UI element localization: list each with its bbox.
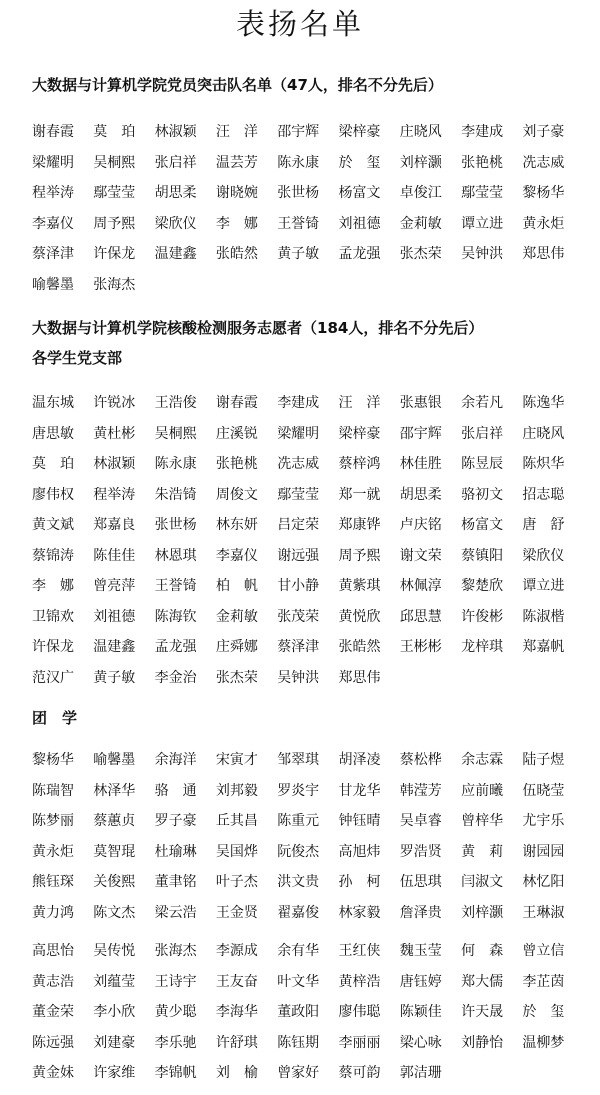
honoree-name: 陈钰期	[277, 1034, 320, 1051]
honoree-name: 刘 榆	[215, 1065, 258, 1081]
group-label-party-branches: 各学生党支部	[32, 349, 123, 367]
honoree-name: 郑思伟	[338, 669, 381, 686]
name-row	[32, 270, 592, 301]
honoree-name: 钟钰晴	[338, 813, 381, 829]
honoree-name: 许保龙	[93, 246, 136, 262]
honoree-name: 熊钰琛	[32, 874, 74, 890]
honoree-name: 吴桐熙	[154, 425, 197, 442]
honoree-name: 林佩淳	[399, 578, 442, 594]
honoree-name: 李锦帆	[154, 1065, 197, 1081]
honoree-name: 张艳桃	[461, 154, 504, 171]
honoree-name: 张惠银	[399, 395, 442, 411]
honoree-name: 陆子煜	[522, 752, 565, 768]
honoree-name: 许天晟	[461, 1004, 504, 1020]
honoree-name: 陈远强	[32, 1034, 74, 1051]
honoree-name: 刘祖德	[338, 215, 381, 232]
name-row	[32, 776, 592, 807]
honoree-name: 董金荣	[32, 1004, 74, 1020]
honoree-name: 冼志威	[522, 154, 565, 171]
honoree-name: 刘梓灏	[461, 904, 504, 921]
honoree-name: 张世杨	[154, 517, 197, 533]
name-row	[32, 209, 592, 240]
honoree-name: 陈炽华	[522, 456, 565, 472]
name-row	[32, 745, 592, 776]
honoree-name: 李丽丽	[338, 1034, 381, 1051]
honoree-name: 吕定荣	[277, 517, 320, 533]
honoree-name: 邱思慧	[399, 608, 442, 625]
honoree-name: 吴国烨	[215, 843, 258, 860]
honoree-name: 梁梓豪	[338, 425, 381, 442]
honoree-name: 於 玺	[522, 1004, 565, 1020]
honoree-name: 卢庆铭	[399, 517, 442, 533]
honoree-name: 陈文杰	[93, 904, 136, 921]
honoree-name: 王誉锜	[154, 578, 197, 594]
honoree-name: 黄梓浩	[338, 973, 381, 990]
honoree-name: 温芸芳	[215, 154, 258, 171]
honoree-name: 谢春霞	[215, 395, 258, 411]
honoree-name: 吴卓睿	[399, 813, 442, 829]
honoree-name: 王诗宇	[154, 973, 197, 990]
honoree-name: 黄悦欣	[338, 608, 381, 625]
honoree-name: 李嘉仪	[32, 215, 74, 232]
honoree-name: 林恩琪	[154, 547, 197, 564]
name-row	[32, 837, 592, 868]
honoree-name: 朱浩锜	[154, 486, 197, 503]
name-row	[32, 148, 592, 179]
honoree-name: 胡泽凌	[338, 752, 381, 768]
honoree-name: 陈逸华	[522, 395, 565, 411]
honoree-name: 唐思敏	[32, 425, 74, 442]
honoree-name: 唐 舒	[522, 517, 565, 533]
name-row	[32, 571, 592, 602]
honoree-name: 刘邦毅	[215, 782, 258, 799]
honoree-name: 叶文华	[277, 973, 320, 990]
honoree-name: 王红侠	[338, 943, 381, 959]
honoree-name: 黄永炬	[522, 215, 565, 232]
honoree-name: 王誉锜	[277, 215, 320, 232]
honoree-name: 蔡泽津	[32, 246, 74, 262]
honoree-name: 郑大儒	[461, 973, 504, 990]
honoree-name: 张杰荣	[215, 669, 258, 686]
honoree-name: 许保龙	[32, 639, 74, 655]
honoree-name: 陈海钦	[154, 608, 197, 625]
honoree-name: 梁梓豪	[338, 124, 381, 140]
honoree-name: 罗浩贤	[399, 843, 442, 860]
honoree-name: 张茂荣	[277, 608, 320, 625]
honoree-name: 鄢莹莹	[277, 486, 320, 503]
honoree-name: 蔡松桦	[399, 752, 442, 768]
honoree-name: 许俊彬	[461, 608, 504, 625]
name-row	[32, 602, 592, 633]
honoree-name: 张皓然	[215, 246, 258, 262]
honoree-name: 谭立进	[461, 215, 504, 232]
honoree-name: 柏 帆	[215, 578, 258, 594]
honoree-name: 曾梓华	[461, 813, 504, 829]
honoree-name: 黎杨华	[522, 185, 565, 201]
name-row	[32, 898, 592, 929]
honoree-name: 廖伟聪	[338, 1004, 381, 1020]
name-row	[32, 1058, 592, 1089]
honoree-name: 黄杜彬	[93, 425, 136, 442]
honoree-name: 莫智琨	[93, 843, 136, 860]
honoree-name: 蔡泽津	[277, 639, 320, 655]
honoree-name: 黄子敏	[93, 669, 136, 686]
honoree-name: 曾立信	[522, 943, 565, 959]
honoree-name: 邵宇辉	[399, 425, 442, 442]
honoree-name: 刘祖德	[93, 608, 136, 625]
honoree-name: 尤宇乐	[522, 813, 565, 829]
honoree-name: 张皓然	[338, 639, 381, 655]
honoree-name: 汪 洋	[215, 124, 258, 140]
honoree-name: 许锐冰	[93, 395, 136, 411]
honoree-name: 李源成	[215, 943, 258, 959]
honoree-name: 翟嘉俊	[277, 904, 320, 921]
honoree-name: 韩滢芳	[399, 782, 442, 799]
honoree-name: 林东妍	[215, 517, 258, 533]
honoree-name: 陈重元	[277, 813, 320, 829]
name-row	[32, 117, 592, 148]
honoree-name: 李小欣	[93, 1004, 136, 1020]
honoree-name: 曾亮萍	[93, 578, 136, 594]
honoree-name: 黄 莉	[461, 843, 504, 860]
honoree-name: 蔡锦涛	[32, 547, 74, 564]
honoree-name: 杜瑜琳	[154, 843, 197, 860]
honoree-name: 唐钰婷	[399, 973, 442, 990]
honoree-name: 庄溪锐	[215, 425, 258, 442]
name-row	[32, 388, 592, 419]
honoree-name: 陈佳佳	[93, 547, 136, 564]
honoree-name: 甘龙华	[338, 782, 381, 799]
honoree-name: 黎杨华	[32, 752, 74, 768]
name-row	[32, 997, 592, 1028]
honoree-name: 蔡梓鸿	[338, 456, 381, 472]
honoree-name: 应前曦	[461, 782, 504, 799]
name-row	[32, 936, 592, 967]
honoree-name: 高思怡	[32, 943, 74, 959]
honoree-name: 蔡蕙贞	[93, 813, 136, 829]
honoree-name: 黎楚欣	[461, 578, 504, 594]
honoree-name: 张海杰	[93, 276, 136, 293]
honoree-name: 许舒琪	[215, 1034, 258, 1051]
honoree-name: 曾家好	[277, 1065, 320, 1081]
honoree-name: 陈梦丽	[32, 813, 74, 829]
honoree-name: 丘其昌	[215, 813, 258, 829]
honoree-name: 余志霖	[461, 752, 504, 768]
honoree-name: 蔡可韵	[338, 1065, 381, 1081]
honoree-name: 温东城	[32, 395, 74, 411]
honoree-name: 陈永康	[277, 154, 320, 171]
honoree-name: 余海洋	[154, 752, 197, 768]
honoree-name: 李嘉仪	[215, 547, 258, 564]
honoree-name: 喻馨墨	[93, 752, 136, 768]
name-grid	[32, 745, 592, 1089]
honoree-name: 罗炎宇	[277, 782, 320, 799]
honoree-name: 罗子豪	[154, 813, 197, 829]
name-row	[32, 806, 592, 837]
honoree-name: 谢晓婉	[215, 185, 258, 201]
honoree-name: 郑嘉帆	[522, 639, 565, 655]
honoree-name: 邵宇辉	[277, 124, 320, 140]
honoree-name: 梁耀明	[32, 154, 74, 171]
name-row	[32, 967, 592, 998]
name-row	[32, 1028, 592, 1059]
honoree-name: 谢园园	[522, 843, 565, 860]
honoree-name: 温建鑫	[154, 246, 197, 262]
honoree-name: 董政阳	[277, 1004, 320, 1020]
honoree-name: 谭立进	[522, 578, 565, 594]
document-title: 表扬名单	[235, 7, 364, 41]
honoree-name: 周俊文	[215, 486, 258, 503]
honoree-name: 莫 珀	[32, 456, 74, 472]
honoree-name: 招志聪	[522, 486, 565, 503]
honoree-name: 陈颖佳	[399, 1004, 442, 1020]
honoree-name: 吴钟洪	[277, 669, 320, 686]
honoree-name: 邹翠琪	[277, 752, 320, 768]
honoree-name: 张世杨	[277, 185, 320, 201]
honoree-name: 吴桐熙	[93, 154, 136, 171]
name-row	[32, 541, 592, 572]
honoree-name: 刘静怡	[461, 1034, 504, 1051]
honoree-name: 郑嘉良	[93, 517, 136, 533]
honoree-name: 郑康铧	[338, 517, 381, 533]
honoree-name: 王金贤	[215, 904, 258, 921]
name-grid	[32, 117, 592, 300]
honoree-name: 董聿铭	[154, 874, 197, 890]
honoree-name: 伍思琪	[399, 874, 442, 890]
honoree-name: 黄子敏	[277, 246, 320, 262]
honoree-name: 卓俊江	[399, 185, 442, 201]
honoree-name: 宋寅才	[215, 752, 258, 768]
honoree-name: 张启祥	[461, 425, 504, 442]
honoree-name: 黄文斌	[32, 517, 74, 533]
honoree-name: 梁心咏	[399, 1034, 442, 1051]
honoree-name: 王浩俊	[154, 395, 197, 411]
name-row	[32, 480, 592, 511]
honoree-name: 温柳梦	[522, 1034, 565, 1051]
honoree-name: 程举涛	[93, 486, 136, 503]
honoree-name: 王友奋	[215, 973, 258, 990]
honoree-name: 骆初文	[461, 486, 504, 503]
section-heading: 大数据与计算机学院党员突击队名单（47人，排名不分先后）	[32, 76, 443, 94]
honoree-name: 梁耀明	[277, 425, 320, 442]
honoree-name: 黄永炬	[32, 843, 74, 860]
honoree-name: 王彬彬	[399, 639, 442, 655]
name-row	[32, 632, 592, 663]
honoree-name: 庄晓风	[399, 124, 442, 140]
honoree-name: 刘蕴莹	[93, 973, 136, 990]
honoree-name: 吴传悦	[93, 943, 136, 959]
honoree-name: 黄少聪	[154, 1004, 197, 1020]
honoree-name: 陈昱辰	[461, 456, 504, 472]
honoree-name: 梁云浩	[154, 904, 197, 921]
honoree-name: 金莉敏	[399, 215, 442, 232]
honoree-name: 程举涛	[32, 185, 74, 201]
honoree-name: 陈瑞智	[32, 782, 74, 799]
honoree-name: 黄紫琪	[338, 578, 381, 594]
honoree-name: 张海杰	[154, 943, 197, 959]
honoree-name: 许家维	[93, 1065, 136, 1081]
honoree-name: 梁欣仪	[154, 215, 197, 232]
honoree-name: 冼志威	[277, 456, 320, 472]
honoree-name: 阮俊杰	[277, 843, 320, 860]
honoree-name: 林忆阳	[522, 874, 565, 890]
honoree-name: 谢春霞	[32, 124, 74, 140]
honoree-name: 周予熙	[338, 547, 381, 564]
name-row	[32, 419, 592, 450]
honoree-name: 喻馨墨	[32, 276, 74, 293]
honoree-name: 魏玉莹	[399, 943, 442, 959]
honoree-name: 汪 洋	[338, 395, 381, 411]
honoree-name: 甘小静	[277, 578, 320, 594]
honoree-name: 陈永康	[154, 456, 197, 472]
honoree-name: 李 娜	[32, 578, 74, 594]
honoree-name: 李乐驰	[154, 1034, 197, 1051]
honoree-name: 高旭炜	[338, 843, 381, 860]
honoree-name: 廖伟权	[32, 486, 74, 503]
honoree-name: 吴钟洪	[461, 246, 504, 262]
honoree-name: 孙 柯	[338, 874, 381, 890]
honoree-name: 谢远强	[277, 547, 320, 564]
honoree-name: 李建成	[461, 124, 504, 140]
honoree-name: 莫 珀	[93, 124, 136, 140]
name-row	[32, 239, 592, 270]
honoree-name: 鄢莹莹	[461, 185, 504, 201]
honoree-name: 刘子豪	[522, 124, 565, 140]
honoree-name: 金莉敏	[215, 608, 258, 625]
honoree-name: 林佳胜	[399, 456, 442, 472]
honoree-name: 林泽华	[93, 782, 136, 799]
honoree-name: 伍晓莹	[522, 782, 565, 799]
honoree-name: 温建鑫	[93, 639, 136, 655]
group-label-youth-league: 团 学	[32, 709, 78, 727]
honoree-name: 余有华	[277, 943, 320, 959]
honoree-name: 胡思柔	[154, 185, 197, 201]
honoree-name: 孟龙强	[154, 639, 197, 655]
honoree-name: 李芷茵	[522, 973, 565, 990]
honoree-name: 余若凡	[461, 395, 504, 411]
honoree-name: 於 玺	[338, 154, 381, 171]
honoree-name: 王琳淑	[522, 904, 565, 921]
honoree-name: 张启祥	[154, 154, 197, 171]
honoree-name: 郑思伟	[522, 246, 565, 262]
honoree-name: 叶子杰	[215, 874, 258, 890]
honoree-name: 李金治	[154, 669, 197, 686]
name-row	[32, 867, 592, 898]
honoree-name: 孟龙强	[338, 246, 381, 262]
honoree-name: 林淑颖	[154, 124, 197, 140]
honoree-name: 李 娜	[215, 215, 258, 232]
honoree-name: 刘建豪	[93, 1034, 136, 1051]
honoree-name: 范汉广	[32, 669, 74, 686]
honoree-name: 黄金妹	[32, 1065, 74, 1081]
name-row	[32, 178, 592, 209]
name-row	[32, 449, 592, 480]
honoree-name: 林家毅	[338, 904, 381, 921]
honoree-name: 闫淑文	[461, 874, 504, 890]
honoree-name: 陈淑楷	[522, 608, 565, 625]
honoree-name: 梁欣仪	[522, 547, 565, 564]
section-heading: 大数据与计算机学院核酸检测服务志愿者（184人，排名不分先后）	[32, 319, 484, 337]
honoree-name: 张艳桃	[215, 456, 258, 472]
honoree-name: 胡思柔	[399, 486, 442, 503]
honoree-name: 杨富文	[461, 517, 504, 533]
honoree-name: 卫锦欢	[32, 608, 74, 625]
honoree-name: 杨富文	[338, 185, 381, 201]
honoree-name: 郑一就	[338, 486, 381, 503]
honoree-name: 詹泽贵	[399, 904, 442, 921]
honoree-name: 李建成	[277, 395, 320, 411]
honoree-name: 洪文贵	[277, 874, 320, 890]
honoree-name: 黄志浩	[32, 973, 74, 990]
name-grid	[32, 388, 592, 693]
honoree-name: 刘梓灏	[399, 154, 442, 171]
honoree-name: 鄢莹莹	[93, 185, 136, 201]
honoree-name: 黄力鸿	[32, 904, 74, 921]
name-row	[32, 510, 592, 541]
honoree-name: 庄舜娜	[215, 639, 258, 655]
honoree-name: 谢文荣	[399, 547, 442, 564]
name-row	[32, 663, 592, 694]
honoree-name: 何 森	[461, 943, 504, 959]
honoree-name: 骆 通	[154, 782, 197, 799]
honoree-name: 蔡镇阳	[461, 547, 504, 564]
honoree-name: 李海华	[215, 1004, 258, 1020]
honoree-name: 关俊熙	[93, 874, 136, 890]
honoree-name: 郭洁珊	[399, 1065, 442, 1081]
honoree-name: 周予熙	[93, 215, 136, 232]
honoree-name: 张杰荣	[399, 246, 442, 262]
honoree-name: 庄晓风	[522, 425, 565, 442]
honoree-name: 龙梓琪	[461, 639, 504, 655]
honoree-name: 林淑颖	[93, 456, 136, 472]
